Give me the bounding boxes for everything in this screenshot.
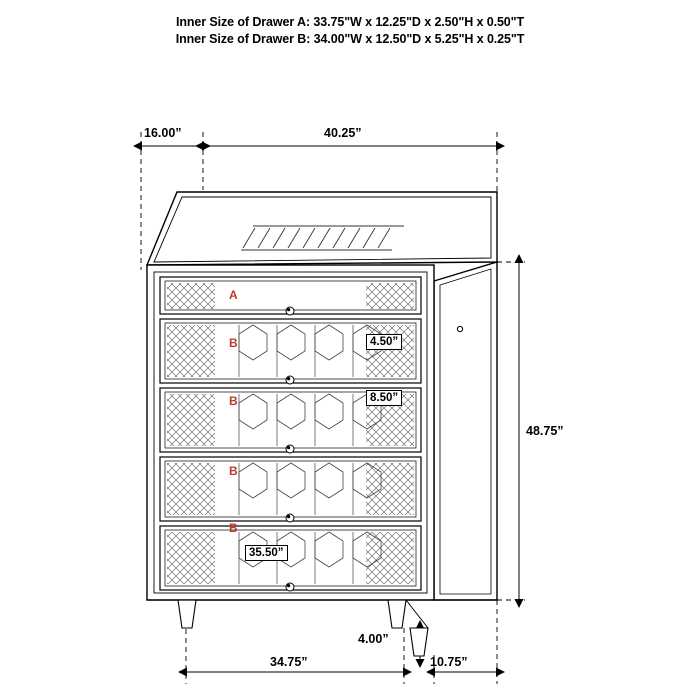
dim-bottom-depth: 10.75”	[430, 655, 468, 669]
callout-drawer-front-height: 8.50”	[366, 390, 402, 406]
dim-top-width: 40.25”	[324, 126, 362, 140]
dim-top-left-depth: 16.00”	[144, 126, 182, 140]
dim-bottom-width: 34.75”	[270, 655, 308, 669]
drawer-label-b3: B	[229, 464, 238, 478]
dim-leg-height: 4.00”	[358, 632, 389, 646]
drawer-label-b1: B	[229, 336, 238, 350]
drawer-a-note: Inner Size of Drawer A: 33.75"W x 12.25"D x 2.50"H x 0.50"T	[175, 15, 525, 29]
drawer-label-b2: B	[229, 394, 238, 408]
callout-drawer-height: 4.50”	[366, 334, 402, 350]
drawer-label-a: A	[229, 288, 238, 302]
drawer-label-b4: B	[229, 521, 238, 535]
dim-right-height: 48.75”	[526, 424, 564, 438]
drawer-b-note: Inner Size of Drawer B: 34.00"W x 12.50"D x 5.25"H x 0.25"T	[175, 32, 525, 46]
callout-drawer-width: 35.50”	[245, 545, 288, 561]
